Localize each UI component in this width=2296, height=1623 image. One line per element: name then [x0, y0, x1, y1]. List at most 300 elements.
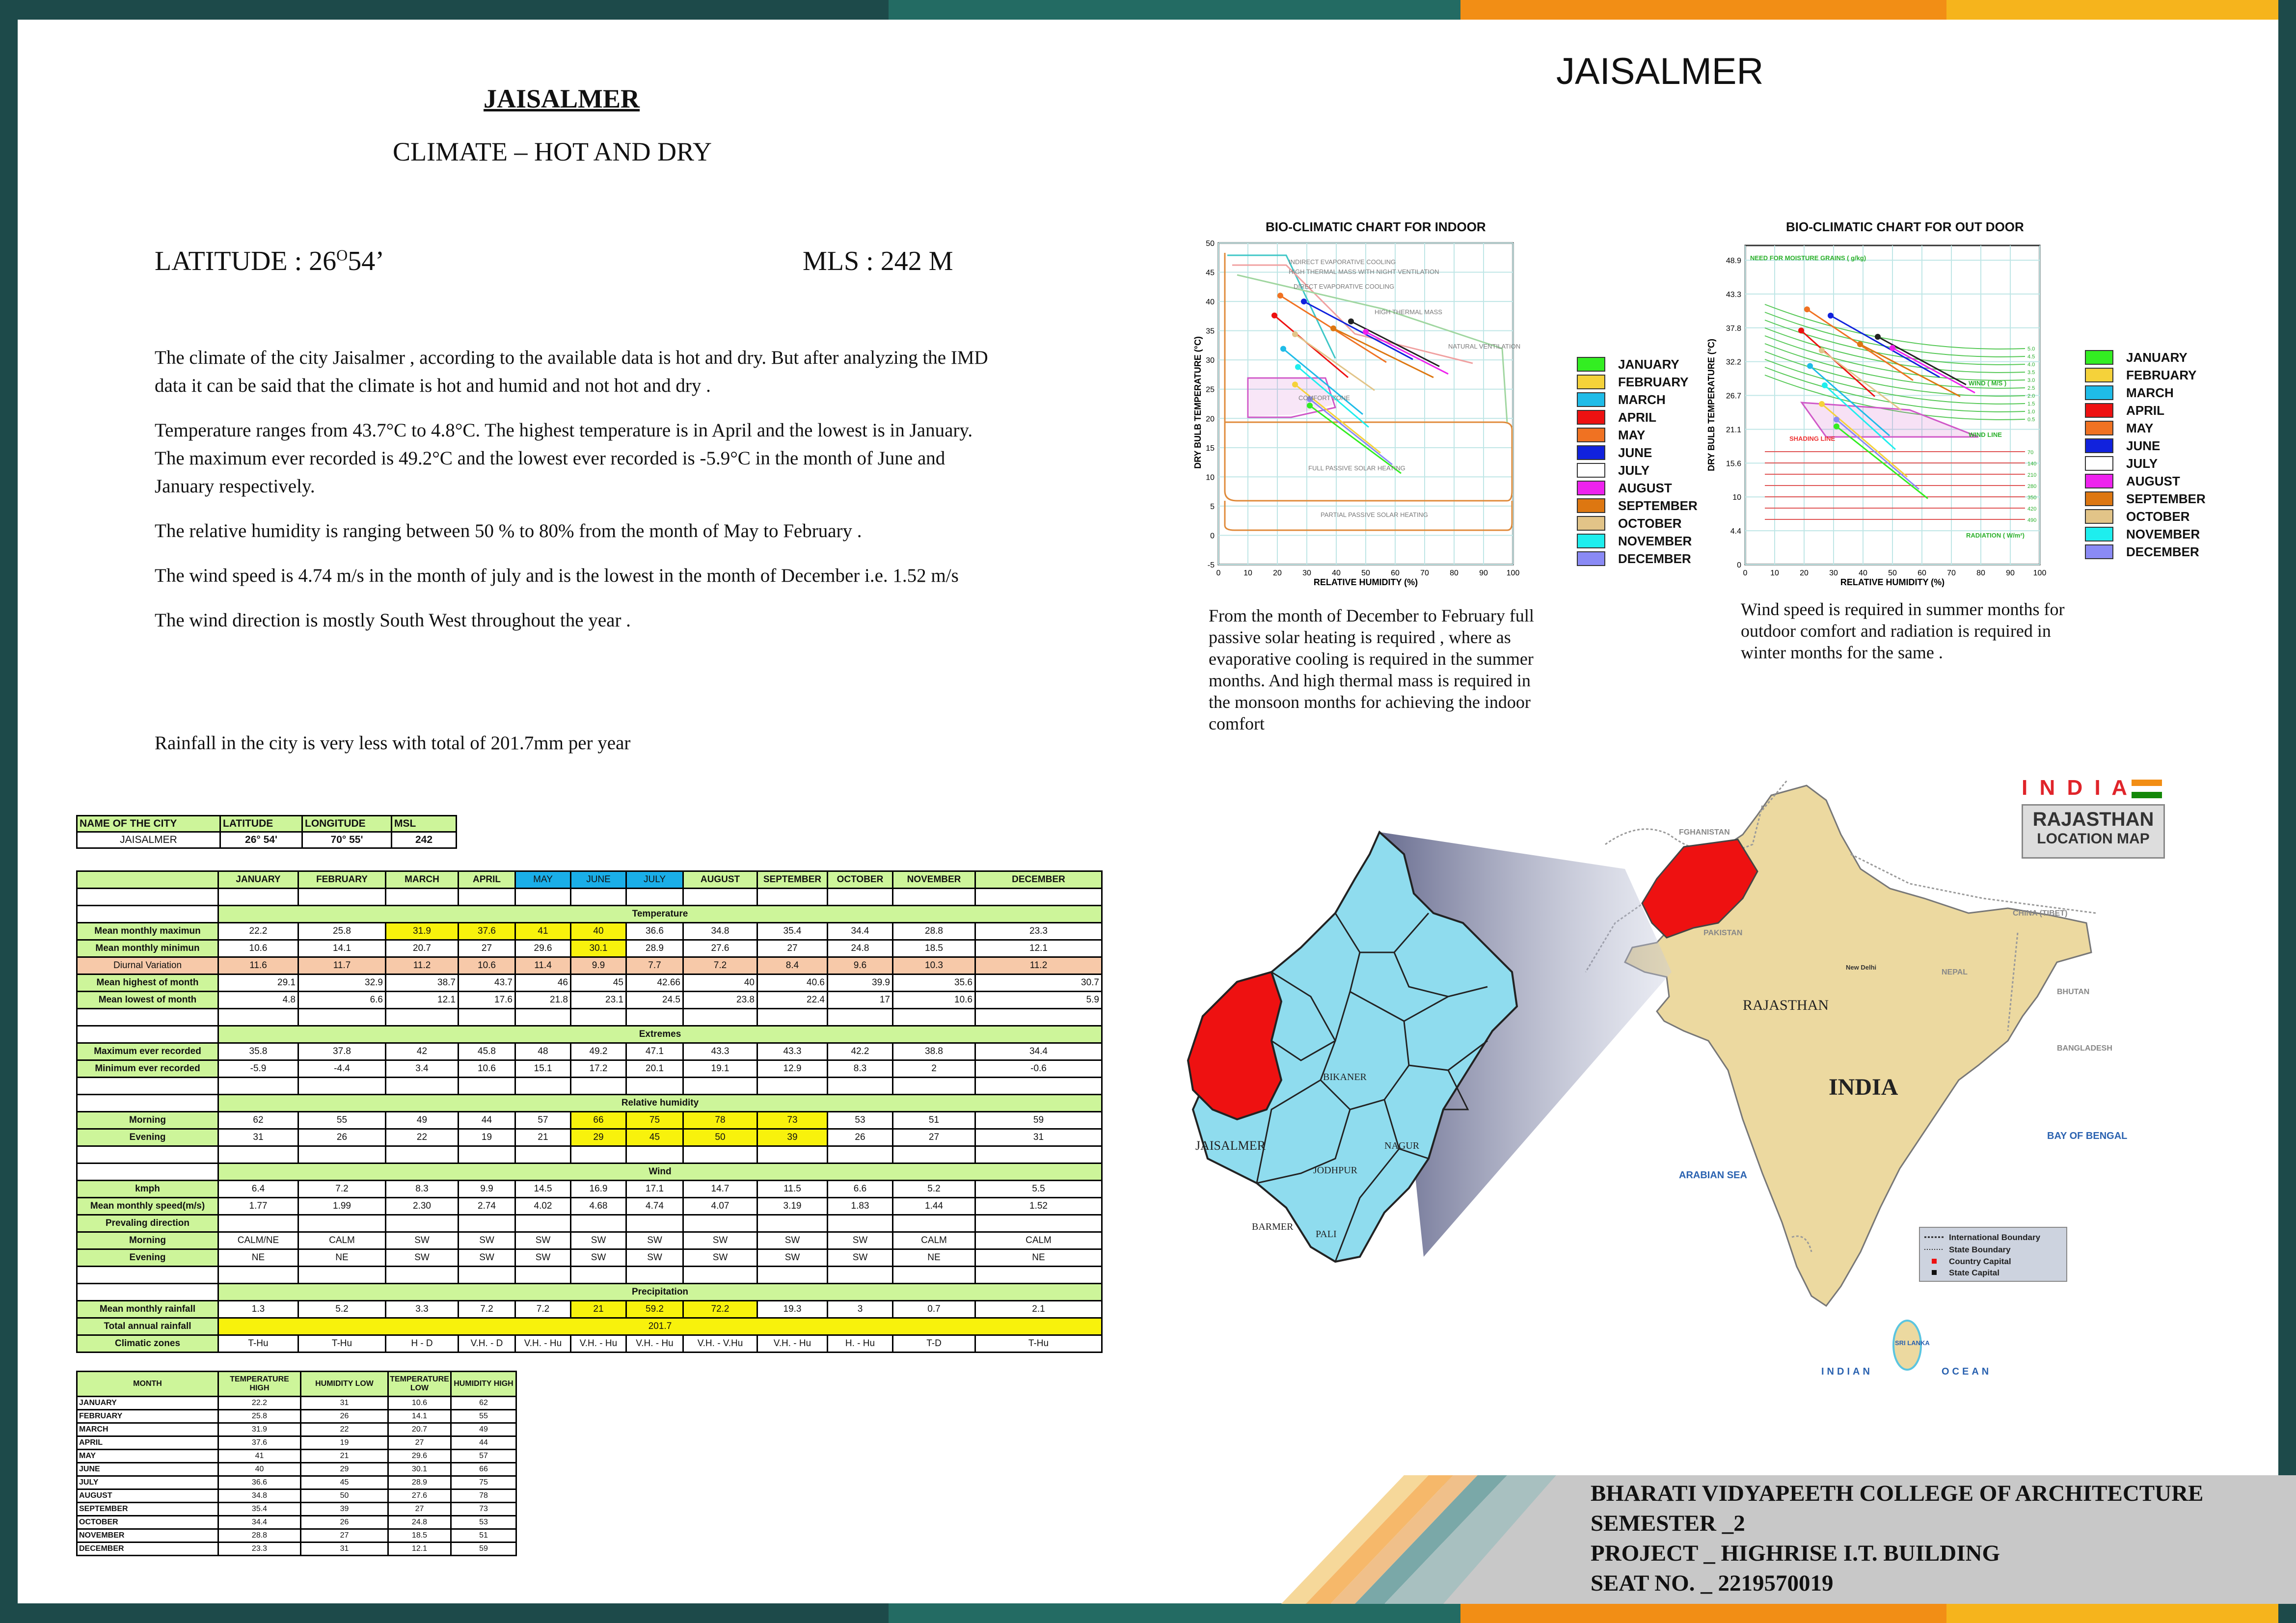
footer-project: PROJECT _ HIGHRISE I.T. BUILDING	[1591, 1541, 2000, 1566]
city-header-long: LONGITUDE	[302, 816, 392, 832]
zones-value: V.H. - Hu	[515, 1335, 571, 1352]
legend-label: NOVEMBER	[2126, 526, 2200, 541]
map-label-pali: PALI	[1316, 1229, 1337, 1240]
blank-cell	[893, 1009, 975, 1026]
indoor-xtick: 60	[1391, 569, 1400, 577]
min_ever-label: Minimum ever recorded	[77, 1060, 218, 1078]
blank-cell	[975, 1078, 1102, 1095]
legend-item	[1577, 373, 1698, 391]
hum_evening-value: 31	[218, 1129, 298, 1146]
table-row	[77, 974, 1102, 992]
indoor-ytick: -5	[1207, 561, 1215, 569]
month-header: OCTOBER	[828, 871, 893, 889]
month-header: MAY	[515, 871, 571, 889]
highest-value: 29.1	[218, 974, 298, 992]
radiation-value: 420	[2027, 506, 2037, 512]
indoor-xtick: 30	[1302, 569, 1311, 577]
indoor-ytick: 5	[1210, 502, 1215, 511]
blank-cell	[77, 889, 218, 906]
rainfall-label: Mean monthly rainfall	[77, 1301, 218, 1318]
mean_max-value: 23.3	[975, 923, 1102, 940]
month-table-cell: 19	[301, 1436, 388, 1450]
month-table-cell: JANUARY	[77, 1397, 218, 1410]
table-row	[77, 1318, 1102, 1335]
month-table-cell: OCTOBER	[77, 1516, 218, 1529]
outdoor-month-point	[1798, 327, 1804, 333]
indoor-bioclimatic-chart	[1188, 236, 1532, 594]
month-table-cell: 27.6	[388, 1489, 451, 1503]
legend-label: JANUARY	[1618, 356, 1679, 372]
outdoor-ytick: 48.9	[1726, 257, 1741, 265]
outdoor-month-point	[1875, 334, 1881, 340]
blank-cell	[77, 1026, 218, 1043]
month-table-cell: 37.6	[218, 1436, 301, 1450]
blank-cell	[571, 1146, 626, 1163]
legend-label: FEBRUARY	[1618, 374, 1689, 389]
legend-label: DECEMBER	[2126, 544, 2199, 559]
legend-swatch	[1577, 357, 1605, 372]
outdoor-ytick: 26.7	[1726, 392, 1741, 401]
blank-cell	[459, 1009, 515, 1026]
legend-swatch	[1577, 481, 1605, 495]
diurnal-value: 11.2	[975, 957, 1102, 974]
indoor-ytick: 0	[1210, 532, 1215, 541]
highest-value: 35.6	[893, 974, 975, 992]
indoor-month-point	[1307, 403, 1313, 408]
hum_morning-value: 73	[757, 1112, 828, 1129]
blank-cell	[683, 1215, 757, 1232]
zones-value: T-Hu	[298, 1335, 386, 1352]
lowest-value: 17.6	[459, 992, 515, 1009]
map-label-arabian: ARABIAN SEA	[1679, 1170, 1747, 1181]
speed-value: 2.74	[459, 1198, 515, 1215]
blank-cell	[459, 1215, 515, 1232]
zones-value: H - D	[386, 1335, 459, 1352]
map-label-nagaur: NAGUR	[1384, 1140, 1420, 1151]
blank-cell	[828, 1078, 893, 1095]
blank-cell	[683, 1146, 757, 1163]
blank-cell	[571, 1009, 626, 1026]
month-table-cell: SEPTEMBER	[77, 1503, 218, 1516]
zones-value: V.H. - V.Hu	[683, 1335, 757, 1352]
blank-cell	[298, 1146, 386, 1163]
blank-cell	[77, 1009, 218, 1026]
blank-cell	[77, 1163, 218, 1181]
blank-cell	[893, 1078, 975, 1095]
dir_morning-value: SW	[757, 1232, 828, 1249]
max_ever-value: 42.2	[828, 1043, 893, 1060]
blank-cell	[893, 1146, 975, 1163]
mean_max-value: 31.9	[386, 923, 459, 940]
month-table-cell: 20.7	[388, 1423, 451, 1436]
dir_evening-value: NE	[218, 1249, 298, 1267]
outdoor-label-radiation: RADIATION ( W/m²)	[1966, 532, 2025, 539]
month-table-cell: 14.1	[388, 1410, 451, 1423]
dir_morning-value: CALM	[298, 1232, 386, 1249]
month-table-header: HUMIDITY HIGH	[451, 1372, 516, 1397]
hum_morning-value: 66	[571, 1112, 626, 1129]
zones-value: T-Hu	[218, 1335, 298, 1352]
min_ever-value: 19.1	[683, 1060, 757, 1078]
legend-swatch	[2085, 350, 2113, 365]
india-flag-icon	[2132, 780, 2162, 798]
blank-cell	[218, 1078, 298, 1095]
outdoor-ytick: 15.6	[1726, 460, 1741, 468]
highest-value: 38.7	[386, 974, 459, 992]
diurnal-value: 7.2	[683, 957, 757, 974]
table-row	[77, 1335, 1102, 1352]
outdoor-xtick: 90	[2006, 569, 2015, 577]
indoor-legend	[1577, 355, 1698, 568]
table-row	[77, 1284, 1102, 1301]
blank-cell	[298, 1009, 386, 1026]
wind-value: 2.0	[2027, 393, 2035, 399]
dir_morning-value: CALM	[975, 1232, 1102, 1249]
blank-cell	[459, 1267, 515, 1284]
month-table-cell: 36.6	[218, 1476, 301, 1489]
month-table-cell: JUNE	[77, 1463, 218, 1476]
hum_morning-value: 53	[828, 1112, 893, 1129]
speed-label: Mean monthly speed(m/s)	[77, 1198, 218, 1215]
kmph-value: 11.5	[757, 1181, 828, 1198]
month-table-cell: 26	[301, 1410, 388, 1423]
min_ever-value: 17.2	[571, 1060, 626, 1078]
radiation-value: 140	[2027, 461, 2037, 467]
para-wind-direction: The wind direction is mostly South West throughout the year .	[155, 610, 631, 631]
legend-swatch	[1577, 392, 1605, 407]
kmph-value: 6.6	[828, 1181, 893, 1198]
rainfall-value: 7.2	[459, 1301, 515, 1318]
outdoor-month-point	[1804, 306, 1810, 312]
mean_max-value: 22.2	[218, 923, 298, 940]
month-table-cell: 35.4	[218, 1503, 301, 1516]
wind-value: 1.5	[2027, 401, 2035, 407]
blank-cell	[459, 889, 515, 906]
table-row	[77, 1436, 516, 1450]
legend-item	[2085, 437, 2206, 455]
speed-value: 2.30	[386, 1198, 459, 1215]
dir_evening-value: NE	[893, 1249, 975, 1267]
badge-subtitle: LOCATION MAP	[2037, 831, 2150, 847]
kmph-value: 14.7	[683, 1181, 757, 1198]
bottom-color-bar	[0, 1603, 2296, 1623]
month-table-cell: 27	[301, 1529, 388, 1542]
month-table-header: HUMIDITY LOW	[301, 1372, 388, 1397]
rainfall-value: 2.1	[975, 1301, 1102, 1318]
blank-cell	[77, 1284, 218, 1301]
legend-item	[1577, 408, 1698, 426]
blank-cell	[626, 889, 683, 906]
highest-value: 40	[683, 974, 757, 992]
blank-cell	[77, 1267, 218, 1284]
indoor-month-point	[1271, 313, 1277, 319]
legend-swatch	[1577, 498, 1605, 513]
outdoor-ytick: 0	[1737, 561, 1741, 569]
month-header: APRIL	[459, 871, 515, 889]
blank-cell	[683, 1078, 757, 1095]
map-key-state: State Boundary	[1949, 1245, 2011, 1254]
legend-swatch	[1577, 428, 1605, 442]
radiation-value: 210	[2027, 472, 2037, 478]
month-header: FEBRUARY	[298, 871, 386, 889]
outdoor-label-wind: WIND ( M/S )	[1969, 379, 2007, 387]
legend-label: MAY	[2126, 420, 2154, 435]
mean_max-value: 40	[571, 923, 626, 940]
month-table-cell: NOVEMBER	[77, 1529, 218, 1542]
outdoor-month-point	[1834, 417, 1839, 423]
blank-cell	[298, 889, 386, 906]
city-value-name: JAISALMER	[77, 832, 220, 848]
legend-item	[1577, 355, 1698, 373]
blank-cell	[77, 1095, 218, 1112]
table-row	[77, 992, 1102, 1009]
month-header: SEPTEMBER	[757, 871, 828, 889]
lowest-value: 24.5	[626, 992, 683, 1009]
rajasthan-location-badge	[2022, 804, 2165, 859]
blank-cell	[77, 1078, 218, 1095]
hum_evening-value: 31	[975, 1129, 1102, 1146]
hum_evening-value: 22	[386, 1129, 459, 1146]
map-label-nepal: NEPAL	[1942, 968, 1968, 976]
blank-cell	[218, 1009, 298, 1026]
blank-cell	[757, 1267, 828, 1284]
indoor-ytick: 15	[1206, 444, 1215, 453]
badge-title: RAJASTHAN	[2032, 809, 2154, 830]
table-row	[77, 940, 1102, 957]
map-label-afghanistan: FGHANISTAN	[1679, 828, 1730, 837]
month-table-cell: MARCH	[77, 1423, 218, 1436]
mean_min-value: 18.5	[893, 940, 975, 957]
month-table-cell: 29	[301, 1463, 388, 1476]
outdoor-legend	[2085, 349, 2206, 561]
rainfall-value: 1.3	[218, 1301, 298, 1318]
city-value-lat: 26° 54'	[220, 832, 302, 848]
table-row	[77, 1095, 1102, 1112]
month-header: JULY	[626, 871, 683, 889]
zone-label-6: FULL PASSIVE SOLAR HEATING	[1308, 464, 1405, 472]
legend-swatch	[2085, 509, 2113, 524]
table-row	[77, 1146, 1102, 1163]
dir_morning-value: SW	[683, 1232, 757, 1249]
zones-value: V.H. - Hu	[571, 1335, 626, 1352]
blank-cell	[757, 1146, 828, 1163]
diurnal-value: 9.9	[571, 957, 626, 974]
legend-swatch	[2085, 421, 2113, 435]
blank-cell	[828, 1146, 893, 1163]
mean_min-value: 27	[757, 940, 828, 957]
outdoor-xtick: 80	[1976, 569, 1985, 577]
month-table-cell: 34.4	[218, 1516, 301, 1529]
outdoor-label-shading: SHADING LINE	[1789, 435, 1836, 442]
max_ever-value: 45.8	[459, 1043, 515, 1060]
mean_min-label: Mean monthly minimun	[77, 940, 218, 957]
legend-label: FEBRUARY	[2126, 367, 2197, 382]
lowest-value: 5.9	[975, 992, 1102, 1009]
max_ever-value: 34.4	[975, 1043, 1102, 1060]
legend-item	[2085, 349, 2206, 366]
lowest-value: 21.8	[515, 992, 571, 1009]
blank-cell	[218, 1215, 298, 1232]
speed-value: 1.52	[975, 1198, 1102, 1215]
map-key-international: International Boundary	[1949, 1233, 2041, 1242]
month-table-cell: AUGUST	[77, 1489, 218, 1503]
kmph-value: 8.3	[386, 1181, 459, 1198]
legend-item	[1577, 426, 1698, 444]
min_ever-value: 12.9	[757, 1060, 828, 1078]
right-title: JAISALMER	[1556, 51, 1764, 92]
mean_min-value: 27	[459, 940, 515, 957]
indoor-ytick: 20	[1206, 415, 1215, 424]
lowest-value: 10.6	[893, 992, 975, 1009]
blank-cell	[515, 1267, 571, 1284]
kmph-value: 17.1	[626, 1181, 683, 1198]
blank-cell	[386, 1267, 459, 1284]
blank-cell	[386, 1146, 459, 1163]
blank-cell	[828, 1215, 893, 1232]
zones-value: V.H. - D	[459, 1335, 515, 1352]
page-subtitle: CLIMATE – HOT AND DRY	[393, 137, 712, 166]
legend-item	[1577, 550, 1698, 568]
map-label-bhutan: BHUTAN	[2057, 988, 2090, 996]
outdoor-xtick: 20	[1800, 569, 1809, 577]
month-table-cell: FEBRUARY	[77, 1410, 218, 1423]
blank-cell	[386, 889, 459, 906]
indoor-ytick: 40	[1206, 298, 1215, 307]
table-row	[77, 1463, 516, 1476]
lowest-value: 17	[828, 992, 893, 1009]
right-sidebar-bar	[2278, 0, 2296, 1623]
legend-label: OCTOBER	[2126, 509, 2190, 524]
legend-swatch	[1577, 375, 1605, 389]
mean_max-value: 41	[515, 923, 571, 940]
dir_morning-value: SW	[386, 1232, 459, 1249]
month-table-cell: 18.5	[388, 1529, 451, 1542]
table-row	[77, 1410, 516, 1423]
blank-cell	[386, 1215, 459, 1232]
blank-cell	[218, 1146, 298, 1163]
max_ever-value: 35.8	[218, 1043, 298, 1060]
legend-item	[1577, 479, 1698, 497]
para-humidity: The relative humidity is ranging between 50 % to 80% from the month of May to February .	[155, 520, 862, 541]
map-label-jodhpur: JODHPUR	[1313, 1165, 1358, 1176]
month-table-cell: 29.6	[388, 1450, 451, 1463]
speed-value: 4.74	[626, 1198, 683, 1215]
india-tag: I N D I A	[2022, 776, 2131, 800]
min_ever-value: -5.9	[218, 1060, 298, 1078]
dir_evening-value: SW	[757, 1249, 828, 1267]
zone-label-2: DIRECT EVAPORATIVE COOLING	[1294, 283, 1395, 290]
legend-label: JULY	[2126, 456, 2158, 471]
blank-cell	[626, 1267, 683, 1284]
mean_min-value: 14.1	[298, 940, 386, 957]
blank-cell	[893, 889, 975, 906]
legend-item	[1577, 391, 1698, 408]
month-table-cell: DECEMBER	[77, 1542, 218, 1556]
map-label-india: INDIA	[1829, 1074, 1898, 1100]
min_ever-value: 15.1	[515, 1060, 571, 1078]
lowest-value: 23.8	[683, 992, 757, 1009]
month-table-cell: 31.9	[218, 1423, 301, 1436]
hum_evening-value: 19	[459, 1129, 515, 1146]
map-label-bay: BAY OF BENGAL	[2047, 1131, 2128, 1141]
month-table-header: TEMPERATURE LOW	[388, 1372, 451, 1397]
legend-item	[2085, 525, 2206, 543]
outdoor-xlabel: RELATIVE HUMIDITY (%)	[1840, 577, 1945, 587]
table-row	[77, 1232, 1102, 1249]
month-table-cell: 78	[451, 1489, 516, 1503]
month-table-cell: 24.8	[388, 1516, 451, 1529]
hum_morning-value: 51	[893, 1112, 975, 1129]
indoor-xtick: 100	[1506, 569, 1520, 577]
location-map	[1173, 766, 2204, 1414]
zones-value: T-Hu	[975, 1335, 1102, 1352]
blank-cell	[626, 1146, 683, 1163]
min_ever-value: 20.1	[626, 1060, 683, 1078]
legend-item	[2085, 419, 2206, 437]
indoor-xtick: 20	[1273, 569, 1282, 577]
rainfall-value: 21	[571, 1301, 626, 1318]
blank-cell	[77, 1146, 218, 1163]
zone-label-1: HIGH THERMAL MASS WITH NIGHT VENTILATION	[1289, 268, 1439, 275]
blank-cell	[571, 1215, 626, 1232]
jaisalmer-highlight	[1188, 972, 1281, 1119]
blank-cell	[757, 1009, 828, 1026]
rainfall-value: 7.2	[515, 1301, 571, 1318]
legend-label: NOVEMBER	[1618, 533, 1692, 548]
dir_evening-label: Evening	[77, 1249, 218, 1267]
month-table-cell: 30.1	[388, 1463, 451, 1476]
month-table-cell: 12.1	[388, 1542, 451, 1556]
table-row	[77, 1516, 516, 1529]
table-row	[77, 1026, 1102, 1043]
month-table-cell: 23.3	[218, 1542, 301, 1556]
latitude-text: LATITUDE : $26^O54$’	[155, 246, 384, 276]
legend-swatch	[2085, 544, 2113, 559]
climate-data-table	[76, 870, 1103, 1353]
mean_max-value: 25.8	[298, 923, 386, 940]
blank-cell	[515, 1078, 571, 1095]
speed-value: 1.44	[893, 1198, 975, 1215]
city-header-lat: LATITUDE	[220, 816, 302, 832]
month-table-cell: 73	[451, 1503, 516, 1516]
table-row	[77, 1301, 1102, 1318]
indoor-chart-caption: From the month of December to February full passive solar heating is required , where as evaporative cooling is required in the summer months. And high thermal mass is required in the monsoon months for achieving the indoor comfort	[1209, 606, 1534, 733]
month-table-cell: 31	[301, 1397, 388, 1410]
map-label-ocean: OCEAN	[1942, 1366, 1992, 1377]
highest-value: 40.6	[757, 974, 828, 992]
blank-cell	[683, 889, 757, 906]
highest-value: 32.9	[298, 974, 386, 992]
kmph-value: 5.5	[975, 1181, 1102, 1198]
legend-label: MARCH	[2126, 385, 2174, 400]
table-row	[77, 1267, 1102, 1284]
dir_morning-value: SW	[626, 1232, 683, 1249]
section-humidity: Relative humidity	[218, 1095, 1102, 1112]
legend-swatch	[2085, 385, 2113, 400]
legend-item	[1577, 532, 1698, 550]
indoor-month-point	[1295, 364, 1301, 370]
indoor-ytick: 25	[1206, 385, 1215, 394]
outdoor-xtick: 50	[1888, 569, 1897, 577]
max_ever-value: 37.8	[298, 1043, 386, 1060]
outdoor-ytick: 43.3	[1726, 290, 1741, 299]
dir_evening-value: SW	[386, 1249, 459, 1267]
radiation-value: 280	[2027, 484, 2037, 489]
radiation-value: 490	[2027, 517, 2037, 523]
hum_morning-value: 62	[218, 1112, 298, 1129]
zone-label-0: INDIRECT EVAPORATIVE COOLING	[1289, 258, 1396, 266]
month-table-cell: 22.2	[218, 1397, 301, 1410]
